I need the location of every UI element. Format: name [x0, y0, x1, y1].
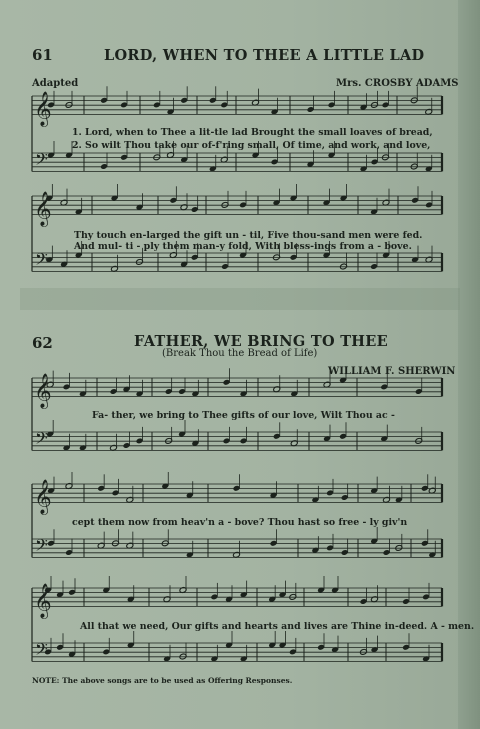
- svg-text:𝄢: 𝄢: [35, 638, 48, 663]
- hymn-61-number: 61: [32, 46, 53, 64]
- hymn-61-credit-left: Adapted: [32, 78, 79, 89]
- hymn-61-title: LORD, WHEN TO THEE A LITTLE LAD: [104, 47, 425, 64]
- staff-lines: [32, 96, 442, 661]
- hymn-62-subtitle: (Break Thou the Bread of Life): [162, 348, 318, 359]
- svg-text:𝄞: 𝄞: [34, 373, 52, 409]
- hymn-61-verse-1-line-1: 1. Lord, when to Thee a lit-tle lad Brought the small loaves of bread,: [72, 127, 433, 138]
- hymn-61-verse-2-line-2: And mul- ti - ply them man-y fold, With bless-ings from a - bove.: [74, 241, 412, 252]
- svg-text:𝄞: 𝄞: [34, 91, 52, 127]
- svg-text:𝄢: 𝄢: [35, 148, 48, 173]
- hymn-62-line-2: cept them now from heav'n a - bove? Thou hast so free - ly giv'n: [72, 517, 408, 528]
- hymn-61-verse-2-line-1: 2. So wilt Thou take our of-f'ring small, Of time, and work, and love,: [72, 140, 431, 151]
- footnote: NOTE: The above songs are to be used as Offering Responses.: [32, 676, 293, 685]
- hymn-62-number: 62: [32, 334, 53, 352]
- hymn-62-title: FATHER, WE BRING TO THEE: [134, 333, 389, 350]
- svg-text:𝄞: 𝄞: [34, 583, 52, 619]
- svg-text:𝄞: 𝄞: [34, 191, 52, 227]
- hymn-62-credit-right: WILLIAM F. SHERWIN: [328, 366, 456, 377]
- hymn-62-line-3: All that we need, Our gifts and hearts and lives are Thine in-deed. A - men.: [80, 621, 475, 632]
- bar-lines: [32, 96, 442, 661]
- hymn-61-credit-right: Mrs. CROSBY ADAMS: [336, 78, 459, 89]
- clefs-and-signatures: [34, 91, 52, 662]
- note-heads: [44, 86, 436, 662]
- svg-text:𝄢: 𝄢: [35, 534, 48, 559]
- svg-text:𝄞: 𝄞: [34, 479, 52, 515]
- svg-text:𝄢: 𝄢: [35, 248, 48, 273]
- svg-text:𝄢: 𝄢: [35, 427, 48, 452]
- hymn-61-verse-1-line-2: Thy touch en-larged the gift un - til, Five thou-sand men were fed.: [74, 230, 423, 241]
- hymn-62-line-1: Fa- ther, we bring to Thee gifts of our love, Wilt Thou ac -: [92, 410, 395, 421]
